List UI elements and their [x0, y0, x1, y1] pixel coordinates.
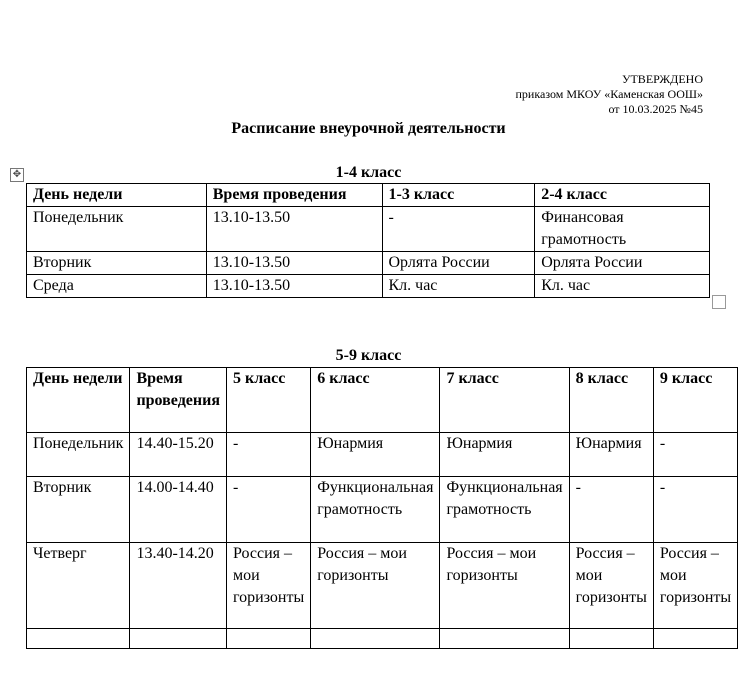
table-cell: 13.40-14.20 [130, 543, 227, 629]
table-cell: Орлята России [382, 252, 535, 275]
table-cell [653, 629, 737, 649]
table-cell: 13.10-13.50 [206, 275, 382, 298]
table-cell: Финансовая грамотность [535, 207, 710, 252]
table-cell: Юнармия [569, 433, 653, 477]
table-cell: 13.10-13.50 [206, 252, 382, 275]
table-cell: Юнармия [440, 433, 569, 477]
table-header-cell: День недели [27, 184, 207, 207]
table-cell: Россия – мои горизонты [226, 543, 310, 629]
table-cell: Кл. час [382, 275, 535, 298]
table-cell [27, 629, 130, 649]
table-cell: Вторник [27, 477, 130, 543]
schedule-table-5-9 [26, 367, 738, 649]
table-cell: Кл. час [535, 275, 710, 298]
table-header-row [27, 184, 710, 207]
table-cell: 13.10-13.50 [206, 207, 382, 252]
table-cell: 14.40-15.20 [130, 433, 227, 477]
table-cell: - [653, 433, 737, 477]
table-row [27, 433, 738, 477]
table-cell: - [569, 477, 653, 543]
table-cell [311, 629, 440, 649]
table-row [27, 543, 738, 629]
table-cell: Понедельник [27, 433, 130, 477]
table-header-cell: 7 класс [440, 368, 569, 433]
table-cell [569, 629, 653, 649]
table-header-cell: 8 класс [569, 368, 653, 433]
table-cell: - [226, 433, 310, 477]
table-cell: Вторник [27, 252, 207, 275]
approval-line-3: от 10.03.2025 №45 [608, 102, 703, 116]
table-cell: Среда [27, 275, 207, 298]
table-cell: Россия – мои горизонты [311, 543, 440, 629]
table-header-cell: 5 класс [226, 368, 310, 433]
table-row [27, 207, 710, 252]
table-header-row [27, 368, 738, 433]
table-cell: Россия – мои горизонты [440, 543, 569, 629]
schedule-table-1-4 [26, 183, 710, 298]
approval-line-2: приказом МКОУ «Каменская ООШ» [515, 87, 703, 101]
document-title: Расписание внеурочной деятельности [231, 120, 506, 137]
table-cell [440, 629, 569, 649]
table-header-cell: 6 класс [311, 368, 440, 433]
table-row [27, 477, 738, 543]
table-header-cell: Время проведения [206, 184, 382, 207]
table-cell: 14.00-14.40 [130, 477, 227, 543]
table1-caption: 1-4 класс [335, 164, 402, 181]
table-cell: - [226, 477, 310, 543]
table-header-cell: 1-3 класс [382, 184, 535, 207]
table-cell: Четверг [27, 543, 130, 629]
table-header-cell: День недели [27, 368, 130, 433]
table-cell: Россия – мои горизонты [653, 543, 737, 629]
approval-line-1: УТВЕРЖДЕНО [621, 72, 703, 86]
table-cell: Понедельник [27, 207, 207, 252]
table-cell [130, 629, 227, 649]
table-row [27, 275, 710, 298]
table-cell: Юнармия [311, 433, 440, 477]
table-resize-handle[interactable] [712, 295, 726, 309]
table-cell: - [382, 207, 535, 252]
table-cell: Функциональная грамотность [440, 477, 569, 543]
table-cell: Орлята России [535, 252, 710, 275]
table-header-cell: Время проведения [130, 368, 227, 433]
approval-stamp [516, 72, 704, 117]
table-header-cell: 9 класс [653, 368, 737, 433]
table-header-cell: 2-4 класс [535, 184, 710, 207]
table-cell: - [653, 477, 737, 543]
table-row [27, 629, 738, 649]
table-cell: Функциональная грамотность [311, 477, 440, 543]
table-cell: Россия – мои горизонты [569, 543, 653, 629]
table-move-handle-icon[interactable]: ✥ [10, 168, 24, 182]
table-cell [226, 629, 310, 649]
table2-caption: 5-9 класс [335, 347, 402, 364]
table-row [27, 252, 710, 275]
